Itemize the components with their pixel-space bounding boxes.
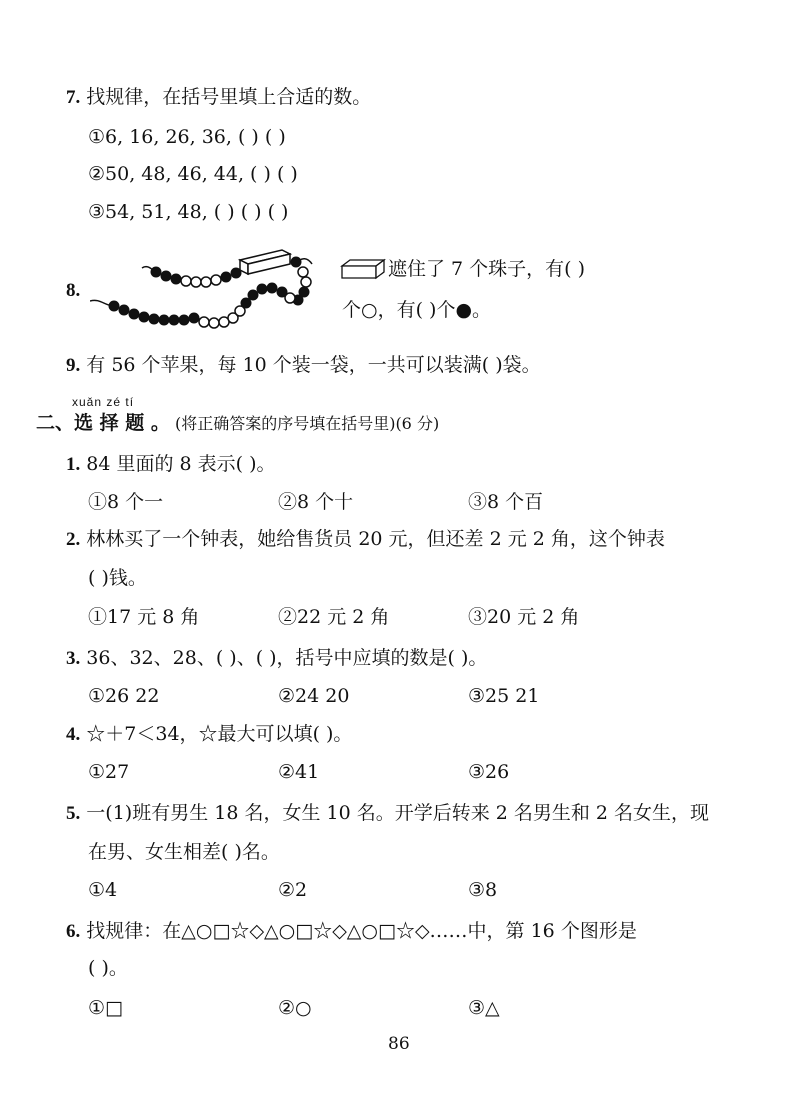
question-text-continued: ( )钱。 <box>88 567 147 589</box>
q8-line-1: 遮住了 7 个珠子，有( ) <box>388 258 586 280</box>
section-pinyin: xuǎn zé tí <box>72 395 135 409</box>
question-number: 1. <box>66 454 81 475</box>
cover-box-icon <box>340 258 386 280</box>
option-c: ③△ <box>468 997 500 1019</box>
question-text: 林林买了一个钟表，她给售货员 20 元，但还差 2 元 2 角，这个钟表 <box>86 528 665 550</box>
question-text-continued: 在男、女生相差( )名。 <box>88 841 280 863</box>
option-b: ②41 <box>278 761 320 783</box>
question-number: 3. <box>66 648 81 669</box>
question-text-continued: ( )。 <box>88 957 128 979</box>
question-number: 6. <box>66 921 81 942</box>
question-text: 84 里面的 8 表示( )。 <box>86 453 276 475</box>
section-title: 二、选 择 题 。 <box>36 412 170 434</box>
option-b: ②22 元 2 角 <box>278 606 390 628</box>
mc-question-2 <box>66 526 665 553</box>
option-c: ③8 <box>468 879 498 901</box>
option-a: ①8 个一 <box>88 491 164 513</box>
question-text: ☆＋7＜34，☆最大可以填( )。 <box>86 723 353 745</box>
page-number: 86 <box>388 1034 410 1054</box>
mc-question-3 <box>66 645 487 672</box>
option-c: ③8 个百 <box>468 491 544 513</box>
option-c: ③26 <box>468 761 510 783</box>
option-a: ①17 元 8 角 <box>88 606 200 628</box>
question-number: 2. <box>66 529 81 550</box>
option-a: ①26 22 <box>88 685 160 707</box>
question-7 <box>66 84 371 111</box>
option-c: ③25 21 <box>468 685 540 707</box>
question-9 <box>66 352 541 379</box>
bead-row-upper <box>151 267 241 287</box>
mc-question-1 <box>66 451 276 478</box>
option-b: ②24 20 <box>278 685 350 707</box>
q7-item-3: ③54, 51, 48, ( ) ( ) ( ) <box>88 201 289 223</box>
question-text: 有 56 个苹果，每 10 个装一袋，一共可以装满( )袋。 <box>86 354 541 376</box>
question-text: 找规律：在△○□☆◇△○□☆◇△○□☆◇……中，第 16 个图形是 <box>86 920 637 942</box>
section-2-heading <box>36 408 439 435</box>
question-text: 36、32、28、( )、( )，括号中应填的数是( )。 <box>86 647 488 669</box>
option-b: ②8 个十 <box>278 491 354 513</box>
option-b: ②○ <box>278 997 312 1019</box>
option-a: ①4 <box>88 879 118 901</box>
question-8-number: 8. <box>66 280 81 301</box>
bead-string-figure <box>90 236 330 336</box>
option-a: ①27 <box>88 761 130 783</box>
option-b: ②2 <box>278 879 308 901</box>
mc-question-6 <box>66 918 637 945</box>
mc-question-4 <box>66 721 352 748</box>
bead-row-lower <box>109 283 295 328</box>
option-a: ①□ <box>88 997 123 1019</box>
option-c: ③20 元 2 角 <box>468 606 580 628</box>
question-number: 4. <box>66 724 81 745</box>
q7-item-2: ②50, 48, 46, 44, ( ) ( ) <box>88 163 298 185</box>
mc-question-5 <box>66 800 709 827</box>
q7-item-1: ①6, 16, 26, 36, ( ) ( ) <box>88 126 286 148</box>
cover-box <box>240 250 290 274</box>
section-note: (将正确答案的序号填在括号里)(6 分) <box>174 414 440 433</box>
question-text: 一(1)班有男生 18 名，女生 10 名。开学后转来 2 名男生和 2 名女生，现 <box>86 802 710 824</box>
question-number: 9. <box>66 355 81 376</box>
question-number: 7. <box>66 87 81 108</box>
q8-line-2: 个○，有( )个●。 <box>342 299 492 321</box>
question-text: 找规律，在括号里填上合适的数。 <box>86 86 372 108</box>
question-number: 5. <box>66 803 81 824</box>
